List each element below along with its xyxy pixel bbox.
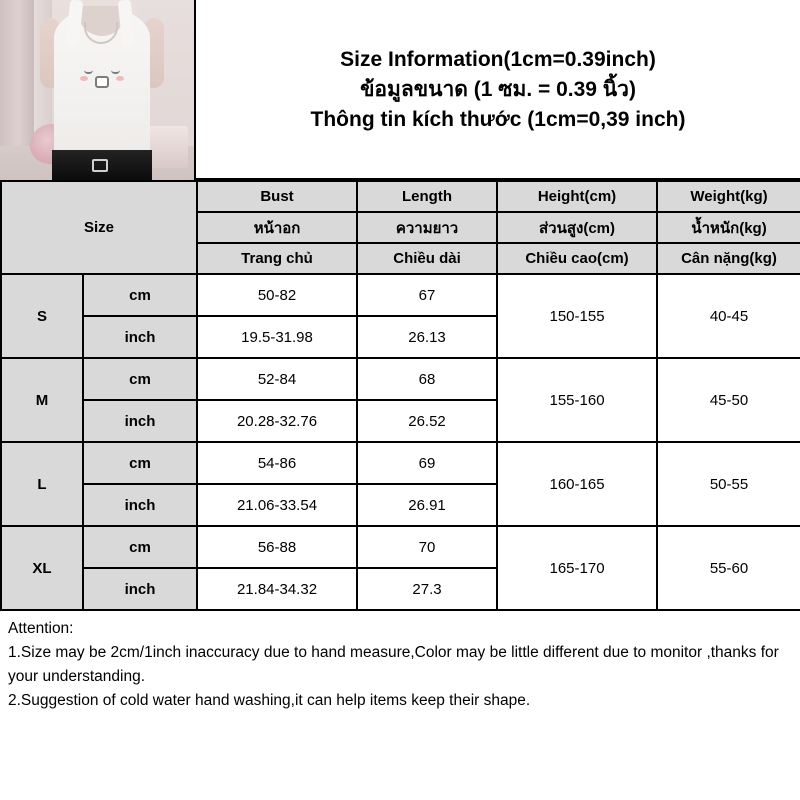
length-inch-m: 26.52: [357, 400, 497, 442]
header-length-en: Length: [357, 181, 497, 212]
header-weight-en: Weight(kg): [657, 181, 800, 212]
row-size-s: S: [1, 274, 83, 358]
product-photo: [0, 0, 196, 180]
photo-eye-left: [84, 70, 93, 74]
unit-inch-m: inch: [83, 400, 197, 442]
bust-cm-xl: 56-88: [197, 526, 357, 568]
attention-block: [0, 611, 800, 713]
header-height-vi: Chiều cao(cm): [497, 243, 657, 274]
header-length-th: ความยาว: [357, 212, 497, 243]
table-row: [1, 274, 800, 316]
header-bust-th: หน้าอก: [197, 212, 357, 243]
bust-cm-s: 50-82: [197, 274, 357, 316]
header-area: [0, 0, 800, 180]
weight-m: 45-50: [657, 358, 800, 442]
title-thai: ข้อมูลขนาด (1 ซม. = 0.39 นิ้ว): [360, 78, 636, 102]
row-size-xl: XL: [1, 526, 83, 610]
bust-cm-l: 54-86: [197, 442, 357, 484]
row-size-l: L: [1, 442, 83, 526]
length-inch-xl: 27.3: [357, 568, 497, 610]
height-xl: 165-170: [497, 526, 657, 610]
unit-inch-s: inch: [83, 316, 197, 358]
length-inch-s: 26.13: [357, 316, 497, 358]
title-block: [196, 0, 800, 180]
row-size-m: M: [1, 358, 83, 442]
photo-eye-right: [111, 70, 120, 74]
size-label: Size: [1, 181, 197, 274]
table-row: [1, 358, 800, 400]
header-height-th: ส่วนสูง(cm): [497, 212, 657, 243]
bust-inch-l: 21.06-33.54: [197, 484, 357, 526]
title-vietnamese: Thông tin kích thước (1cm=0,39 inch): [310, 107, 686, 131]
header-weight-th: น้ำหนัก(kg): [657, 212, 800, 243]
length-cm-l: 69: [357, 442, 497, 484]
bust-inch-m: 20.28-32.76: [197, 400, 357, 442]
height-l: 160-165: [497, 442, 657, 526]
photo-mouth: [95, 76, 109, 88]
header-bust-en: Bust: [197, 181, 357, 212]
unit-inch-xl: inch: [83, 568, 197, 610]
unit-cm-l: cm: [83, 442, 197, 484]
bust-inch-s: 19.5-31.98: [197, 316, 357, 358]
table-row: [1, 442, 800, 484]
bust-cm-m: 52-84: [197, 358, 357, 400]
unit-cm-xl: cm: [83, 526, 197, 568]
photo-blush-left: [80, 76, 88, 81]
header-height-en: Height(cm): [497, 181, 657, 212]
photo-belt-buckle: [92, 159, 108, 172]
bust-inch-xl: 21.84-34.32: [197, 568, 357, 610]
length-cm-s: 67: [357, 274, 497, 316]
attention-line-1: 1.Size may be 2cm/1inch inaccuracy due to hand measure,Color may be little different due to monitor ,thanks for your understanding.: [8, 644, 779, 686]
header-weight-vi: Cân nặng(kg): [657, 243, 800, 274]
unit-cm-m: cm: [83, 358, 197, 400]
attention-heading: Attention:: [8, 620, 74, 637]
unit-inch-l: inch: [83, 484, 197, 526]
header-bust-vi: Trang chủ: [197, 243, 357, 274]
table-header-row-en: [1, 181, 800, 212]
unit-cm-s: cm: [83, 274, 197, 316]
length-cm-m: 68: [357, 358, 497, 400]
table-row: [1, 526, 800, 568]
attention-line-2: 2.Suggestion of cold water hand washing,it can help items keep their shape.: [8, 692, 531, 710]
length-cm-xl: 70: [357, 526, 497, 568]
length-inch-l: 26.91: [357, 484, 497, 526]
size-table: [0, 180, 800, 611]
title-english: Size Information(1cm=0.39inch): [340, 48, 656, 72]
weight-s: 40-45: [657, 274, 800, 358]
weight-xl: 55-60: [657, 526, 800, 610]
header-length-vi: Chiều dài: [357, 243, 497, 274]
photo-face-print: [84, 70, 120, 96]
photo-blush-right: [116, 76, 124, 81]
height-m: 155-160: [497, 358, 657, 442]
weight-l: 50-55: [657, 442, 800, 526]
height-s: 150-155: [497, 274, 657, 358]
